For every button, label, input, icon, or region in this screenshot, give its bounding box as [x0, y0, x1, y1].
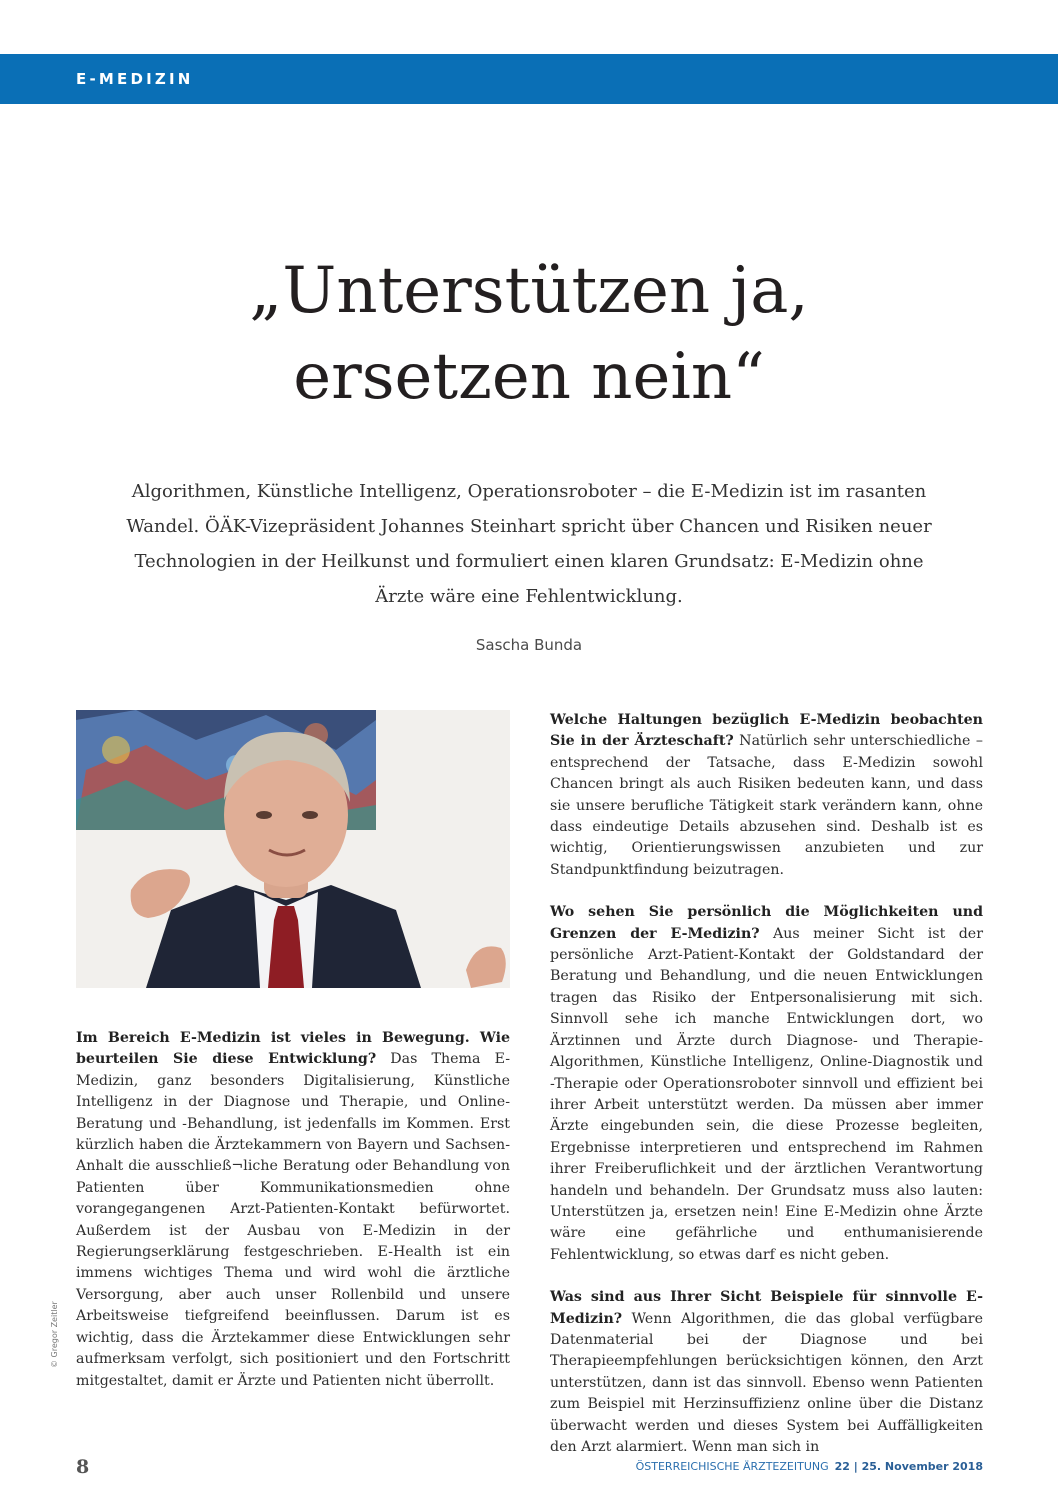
interview-section [550, 902, 983, 1266]
interview-section [76, 1028, 510, 1392]
interview-answer: Wenn Algorithmen, die das global verfügbare Datenmaterial bei der Diagnose und bei Therapieempfehlungen berücksichtigen können, den Arzt unterstützen, dann ist das sinnvoll. Ebenso wenn Patienten zum Beispiel mit Herzinsuffizienz online über die Distanz überwacht werden und dieses System bei Auffälligkeiten den Arzt alarmiert. Wenn man sich in [550, 1310, 983, 1455]
article-column-left [76, 1028, 510, 1413]
article-lead: Algorithmen, Künstliche Intelligenz, Operationsroboter – die E-Medizin ist im rasanten Wandel. ÖÄK-Vizepräsident Johannes Steinhart spricht über Chancen und Risiken neuer Technologien in der Heilkunst und formuliert einen klaren Grundsatz: E-Medizin ohne Ärzte wäre eine Fehlentwicklung. [126, 481, 932, 607]
interview-section [550, 1287, 983, 1458]
interview-question: Im Bereich E-Medizin ist vieles in Bewegung. Wie beurteilen Sie diese Entwicklung? [76, 1030, 510, 1068]
interview-photo [76, 710, 510, 988]
publication-name: ÖSTERREICHISCHE ÄRZTEZEITUNG [635, 1460, 829, 1473]
photo-credit: © Gregor Zeitler [50, 1301, 59, 1368]
section-label: E-MEDIZIN [76, 70, 194, 88]
page-number: 8 [76, 1456, 90, 1478]
interview-section [550, 710, 983, 881]
interview-question: Was sind aus Ihrer Sicht Beispiele für sinnvolle E-Medizin? [550, 1289, 983, 1327]
article-column-right [550, 710, 983, 1479]
interview-question: Welche Haltungen bezüglich E-Medizin beobachten Sie in der Ärzteschaft? [550, 712, 983, 750]
publication-footer [636, 1460, 983, 1473]
headline-line-2: ersetzen nein“ [293, 340, 765, 414]
article-headline [0, 248, 1058, 420]
author-byline: Sascha Bunda [475, 636, 583, 654]
interview-answer: Natürlich sehr unterschiedliche – entsprechend der Tatsache, dass E-Medizin sowohl Chancen bringt als auch Risiken bedeuten kann, und dass sie unsere berufliche Tätigkeit stark verändern kann, ohne dass eindeutige Details abzusehen sind. Deshalb ist es wichtig, Orientierungswissen anzubieten und zur Standpunktfindung beizutragen. [550, 733, 983, 878]
interview-answer: Aus meiner Sicht ist der persönliche Arzt-Patient-Kontakt der Goldstandard der Beratung und Behandlung, und die neuen Entwicklungen tragen das Risiko der Entpersonalisierung mit sich. Sinnvoll sehe ich manche Entwicklungen dort, wo Ärztinnen und Ärzte durch Diagnose- und Therapie-Algorithmen, Künstliche Intelligenz, Online-Diagnostik und -Therapie oder Operationsroboter sinnvoll und effizient bei ihrer Arbeit unterstützt werden. Da müssen aber immer Ärzte eingebunden sein, die diese Prozesse begleiten, Ergebnisse interpretieren und entsprechend im Rahmen ihrer Freiberuflichkeit und der ärztlichen Verantwortung handeln und behandeln. Der Grundsatz muss also lauten: Unterstützen ja, ersetzen nein! Eine E-Medizin ohne Ärzte wäre eine gefährliche und enthumanisierende Fehlentwicklung, so etwas darf es nicht geben. [550, 925, 983, 1263]
interview-answer: Das Thema E-Medizin, ganz besonders Digitalisierung, Künstliche Intelligenz in der Diagnose und Therapie, und Online-Beratung und -Behandlung, ist jedenfalls im Kommen. Erst kürzlich haben die Ärztekammern von Bayern und Sachsen-Anhalt die ausschließ¬liche Beratung oder Behandlung von Patienten über Kommunikationsmedien ohne vorangegangenen Arzt-Patienten-Kontakt befürwortet. Außerdem ist der Ausbau von E-Medizin in der Regierungserklärung festgeschrieben. E-Health ist ein immens wichtiges Thema und wird wohl die ärztliche Versorgung, aber auch unser Rollenbild und unsere Arbeitsweise tiefgreifend beeinflussen. Darum ist es wichtig, dass die Ärztekammer diese Entwicklungen sehr aufmerksam verfolgt, sich positioniert und den Fortschritt mitgestaltet, damit er Ärzte und Patienten nicht überrollt. [76, 1051, 510, 1389]
issue-date: 22 | 25. November 2018 [834, 1460, 983, 1473]
headline-line-1: „Unterstützen ja, [249, 254, 809, 328]
photo-illustration [76, 710, 510, 988]
interview-question: Wo sehen Sie persönlich die Möglichkeiten und Grenzen der E-Medizin? [550, 904, 983, 942]
